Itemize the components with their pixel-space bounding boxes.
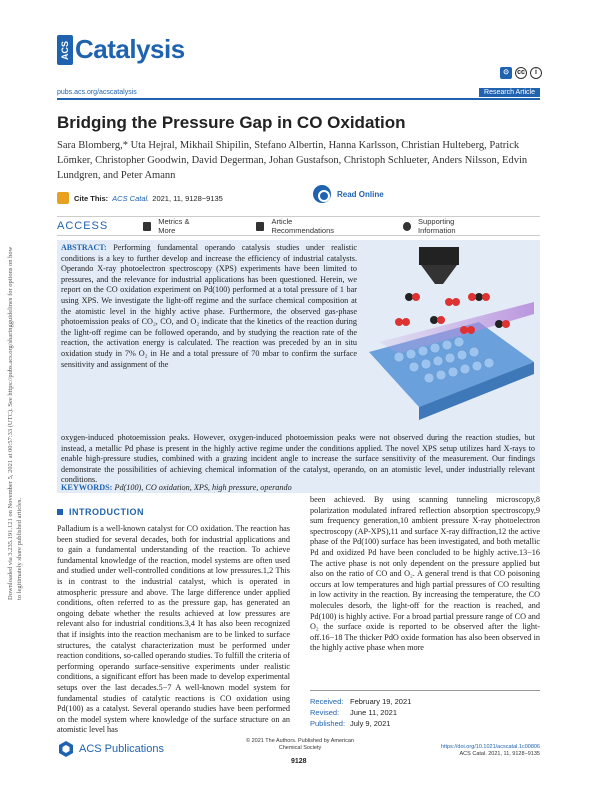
acs-hex-icon: [57, 740, 75, 758]
supporting-info-link[interactable]: [403, 217, 490, 235]
citation-row: [57, 189, 540, 207]
abstract-heading: ABSTRACT:: [61, 243, 107, 252]
published-date: Published: July 9, 2021: [310, 719, 391, 728]
document-icon: [256, 222, 265, 231]
attribution-icon: i: [530, 67, 542, 79]
received-date: Received: February 19, 2021: [310, 697, 412, 706]
toc-graphic: [359, 242, 539, 432]
abstract-body-wrapped: Performing fundamental operando catalysis studies under realistic conditions is a key to further develop and increase the efficiency of industrial catalysts. Operando X-ray photoelectron spectroscopy (XPS) experiments have been limited to pressures, and the relevance for industrial applications has been questioned. Herein, we report on the CO oxidation experiment on Pd(100) performed at a total pressure of 1 bar using XPS. We investigate the light-off regime and the surface chemical composition at the atomistic level in the highly active phase. Furthermore, the observed gas-phase photoemission peaks of CO₂, CO, and O₂ indicate that the kinetics of the reaction during the light-off regime can be followed operando, and by studying the reaction rate of the reaction, the activation energy is calculated. The reaction was preceded by an in situ oxidation study in 7% O₂ in He and a total pressure of 70 mbar to confirm the surface sensitivity and assignment of the: [61, 243, 358, 369]
article-type-badge: Research Article: [479, 88, 540, 97]
page-number: 9128: [291, 758, 307, 765]
intro-heading: [57, 507, 144, 517]
revised-date: Revised: June 11, 2021: [310, 708, 397, 717]
site-url-link[interactable]: pubs.acs.org/acscatalysis: [57, 89, 137, 96]
analyzer-nozzle: [421, 265, 457, 284]
article-title: Bridging the Pressure Gap in CO Oxidation: [57, 113, 406, 132]
abstract-text-wrapped: [61, 243, 357, 370]
acs-publications-logo[interactable]: [57, 740, 164, 758]
supporting-info-label: Supporting Information: [418, 217, 456, 235]
read-online-button[interactable]: [313, 185, 384, 203]
publisher-name: ACS Publications: [79, 743, 164, 755]
copyright-notice: © 2021 The Authors. Published by American Chemical Society: [246, 738, 354, 751]
keywords-row: [61, 483, 292, 492]
creative-commons-icon: cc: [515, 67, 527, 79]
cite-label: Cite This:: [74, 193, 109, 203]
download-note-text: Downloaded via 3.235.191.121 on November 5, 2021 at 00:57:33 (UTC). See https://pubs.acs.org/sharingguidelines for options on how to legitimately share published articles.: [7, 246, 23, 600]
metrics-link[interactable]: [143, 217, 206, 235]
footer-citation: ACS Catal. 2021, 11, 9128−9135: [459, 751, 540, 757]
doi-block: [441, 744, 540, 758]
bar-chart-icon: [143, 222, 152, 231]
abstract-box: [57, 240, 540, 493]
abstract-body-full: oxygen-induced photoemission peaks. However, oxygen-induced photoemission peaks were not observed during the reaction studies, but instead, a metallic Pd phase is present in the highly active regime under the conditions applied. The novel XPS setup utilizes hard X-rays to enable high-pressure studies, combined with a grazing incident angle to increase the surface sensitivity of the measurement. Our findings demonstrate the possibilities of achieving chemical information of the catalyst, operando, on an atomistic level, under industrially relevant conditions.: [61, 433, 535, 485]
recommendations-link[interactable]: [256, 217, 353, 235]
supporting-info-icon: [403, 222, 412, 231]
cite-icon[interactable]: [57, 192, 69, 204]
cite-reference: 2021, 11, 9128−9135: [152, 193, 223, 203]
open-access-icon: ⊙: [500, 67, 512, 79]
acs-logo-mark: ACS: [57, 35, 73, 65]
intro-left-text: Palladium is a well-known catalyst for CO oxidation. The reaction has been studied for several decades, both for industrial applications and to gain a fundamental understanding of the reaction. To achieve fundamental knowledge of the reaction, model systems are often used and studied under well-controlled conditions at low pressures.1,2 This is in contrast to the industrial catalyst, which is operated in atmospheric pressure and above. The large difference under applied conditions, often referred to as the pressure gap, has generated an ongoing debate whether the results achieved at low pressures are relevant also for industrial conditions.3,4 It has also been recognized that if insights into the reaction mechanism are to be linked to surface structures, the catalyst characterization must be performed under reaction conditions, so-called operando studies. To fulfill the criteria of performing operando surface-sensitive experiments under realistic conditions, a significant effort has been made to develop experimental setups over the last decades.5−7 A well-known model system for fundamental studies of catalytic reactions is CO oxidation using Pd(100) as a catalyst. Several operando studies have been performed on the model system where knowledge of the surface structure on an atomistic level has: [57, 524, 290, 735]
recommendations-label: Article Recommendations: [271, 217, 334, 235]
keywords-list[interactable]: Pd(100), CO oxidation, XPS, high pressure, operando: [114, 483, 292, 492]
access-label: ACCESS: [57, 220, 109, 232]
header-divider: [57, 98, 540, 100]
read-online-label: Read Online: [337, 189, 384, 199]
intro-right-column: [310, 495, 540, 654]
doi-link[interactable]: https://doi.org/10.1021/acscatal.1c00806: [440, 744, 540, 750]
intro-right-text: been achieved. By using scanning tunneling microscopy,8 polarization modulated infrared reflection absorption spectroscopy,9 sum frequency generation,10 ambient pressure X-ray photoelectron spectroscopy (AP-XPS),11 and surface X-ray diffraction,12 the active phase of the Pd(100) surface has been investigated, and both metallic Pd and oxidized Pd have been concluded to be highly active.13−16 The active phase is not only dependent on the pressure applied but also on the ratio of CO and O₂. A general trend is that CO poisoning occurs at low temperatures and high partial pressures of CO resulting in low activity in the reaction. By increasing the temperature, the CO molecules desorb, the light-off for the reaction is reached, and Pd(100) is highly active. For a broad partial pressure range of CO and O₂ the surface oxide is reported to be observed after the light-off.16−18 The thicker PdO oxide formation has also been observed in the highly active phase when more: [310, 495, 540, 653]
analyzer-cone: [419, 247, 459, 265]
cite-journal[interactable]: ACS Catal.: [112, 193, 150, 203]
keywords-label: KEYWORDS:: [61, 483, 113, 492]
journal-logo[interactable]: [57, 34, 185, 65]
read-online-icon: [313, 185, 331, 203]
intro-heading-text: INTRODUCTION: [69, 507, 144, 517]
metrics-label: Metrics & More: [158, 217, 190, 235]
access-bar: [57, 216, 540, 236]
journal-name: Catalysis: [75, 34, 185, 64]
author-list: Sara Blomberg,* Uta Hejral, Mikhail Shipilin, Stefano Albertin, Hanna Karlsson, Christian Hulteberg, Patrick Lömker, Christopher Goodwin, David Degerman, Johan Gustafson, Christoph Schlueter, Anders Nilsson, Edvin Lundgren, and Peter Amann: [57, 140, 528, 181]
publication-dates: [310, 690, 540, 729]
section-bullet-icon: [57, 509, 63, 515]
intro-left-column: [57, 524, 290, 736]
open-access-icons: [500, 67, 542, 79]
download-note: [6, 240, 46, 600]
